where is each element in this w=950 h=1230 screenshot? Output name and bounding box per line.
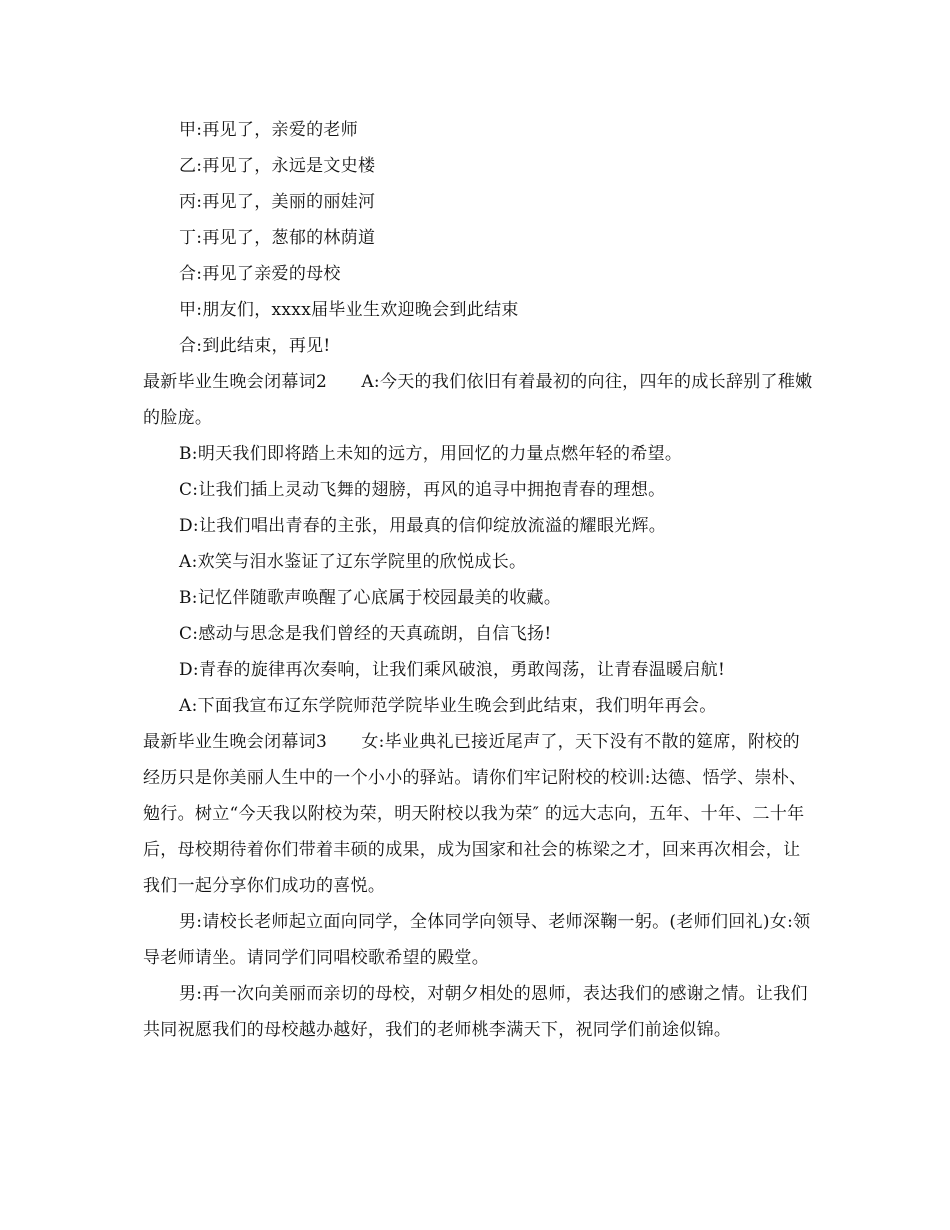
paragraph: A:欢笑与泪水鉴证了辽东学院里的欣悦成长。 bbox=[179, 552, 527, 572]
paragraph: 丁:再见了，葱郁的林荫道 bbox=[179, 228, 376, 248]
paragraph: 合:再见了亲爱的母校 bbox=[179, 264, 341, 284]
paragraph: 合:到此结束，再见! bbox=[179, 336, 331, 356]
paragraph: B:明天我们即将踏上未知的远方，用回忆的力量点燃年轻的希望。 bbox=[179, 444, 683, 464]
paragraph: B:记忆伴随歌声唤醒了心底属于校园最美的收藏。 bbox=[179, 588, 562, 608]
paragraph: C:感动与思念是我们曾经的天真疏朗，自信飞扬! bbox=[179, 624, 552, 644]
paragraph: 丙:再见了，美丽的丽娃河 bbox=[179, 192, 376, 212]
paragraph: 甲:再见了，亲爱的老师 bbox=[179, 120, 359, 140]
paragraph: 男:再一次向美丽而亲切的母校，对朝夕相处的恩师，表达我们的感谢之情。让我们共同祝愿我们的母校越办越好，我们的老师桃李满天下，祝同学们前途似锦。 bbox=[143, 984, 808, 1040]
paragraph: 甲:朋友们，xxxx届毕业生欢迎晚会到此结束 bbox=[179, 300, 519, 320]
section-heading-paragraph: 最新毕业生晚会闭幕词3 女:毕业典礼已接近尾声了，天下没有不散的筵席，附校的经历只是你美丽人生中的一个小小的驿站。请你们牢记附校的校训:达德、悟学、崇朴、勉行。树立“今天我以附校为荣，明天附校以我为荣″ 的远大志向，五年、十年、二十年后，母校期待着你们带着丰硕的成果，成为国家和社会的栋梁之才，回来再次相会，让我们一起分享你们成功的喜悦。 bbox=[143, 732, 807, 896]
paragraph: D:青春的旋律再次奏响，让我们乘风破浪，勇敢闯荡，让青春温暖启航! bbox=[179, 660, 726, 680]
section-heading-paragraph: 最新毕业生晚会闭幕词2 A:今天的我们依旧有着最初的向往，四年的成长辞别了稚嫩的脸庞。 bbox=[143, 372, 813, 428]
document-body bbox=[143, 112, 813, 1048]
paragraph: C:让我们插上灵动飞舞的翅膀，再风的追寻中拥抱青春的理想。 bbox=[179, 480, 666, 500]
paragraph: 男:请校长老师起立面向同学，全体同学向领导、老师深鞠一躬。(老师们回礼)女:领导老师请坐。请同学们同唱校歌希望的殿堂。 bbox=[143, 912, 811, 968]
paragraph: A:下面我宣布辽东学院师范学院毕业生晚会到此结束，我们明年再会。 bbox=[179, 696, 717, 716]
paragraph: D:让我们唱出青春的主张，用最真的信仰绽放流溢的耀眼光辉。 bbox=[179, 516, 667, 536]
paragraph: 乙:再见了，永远是文史楼 bbox=[179, 156, 376, 176]
